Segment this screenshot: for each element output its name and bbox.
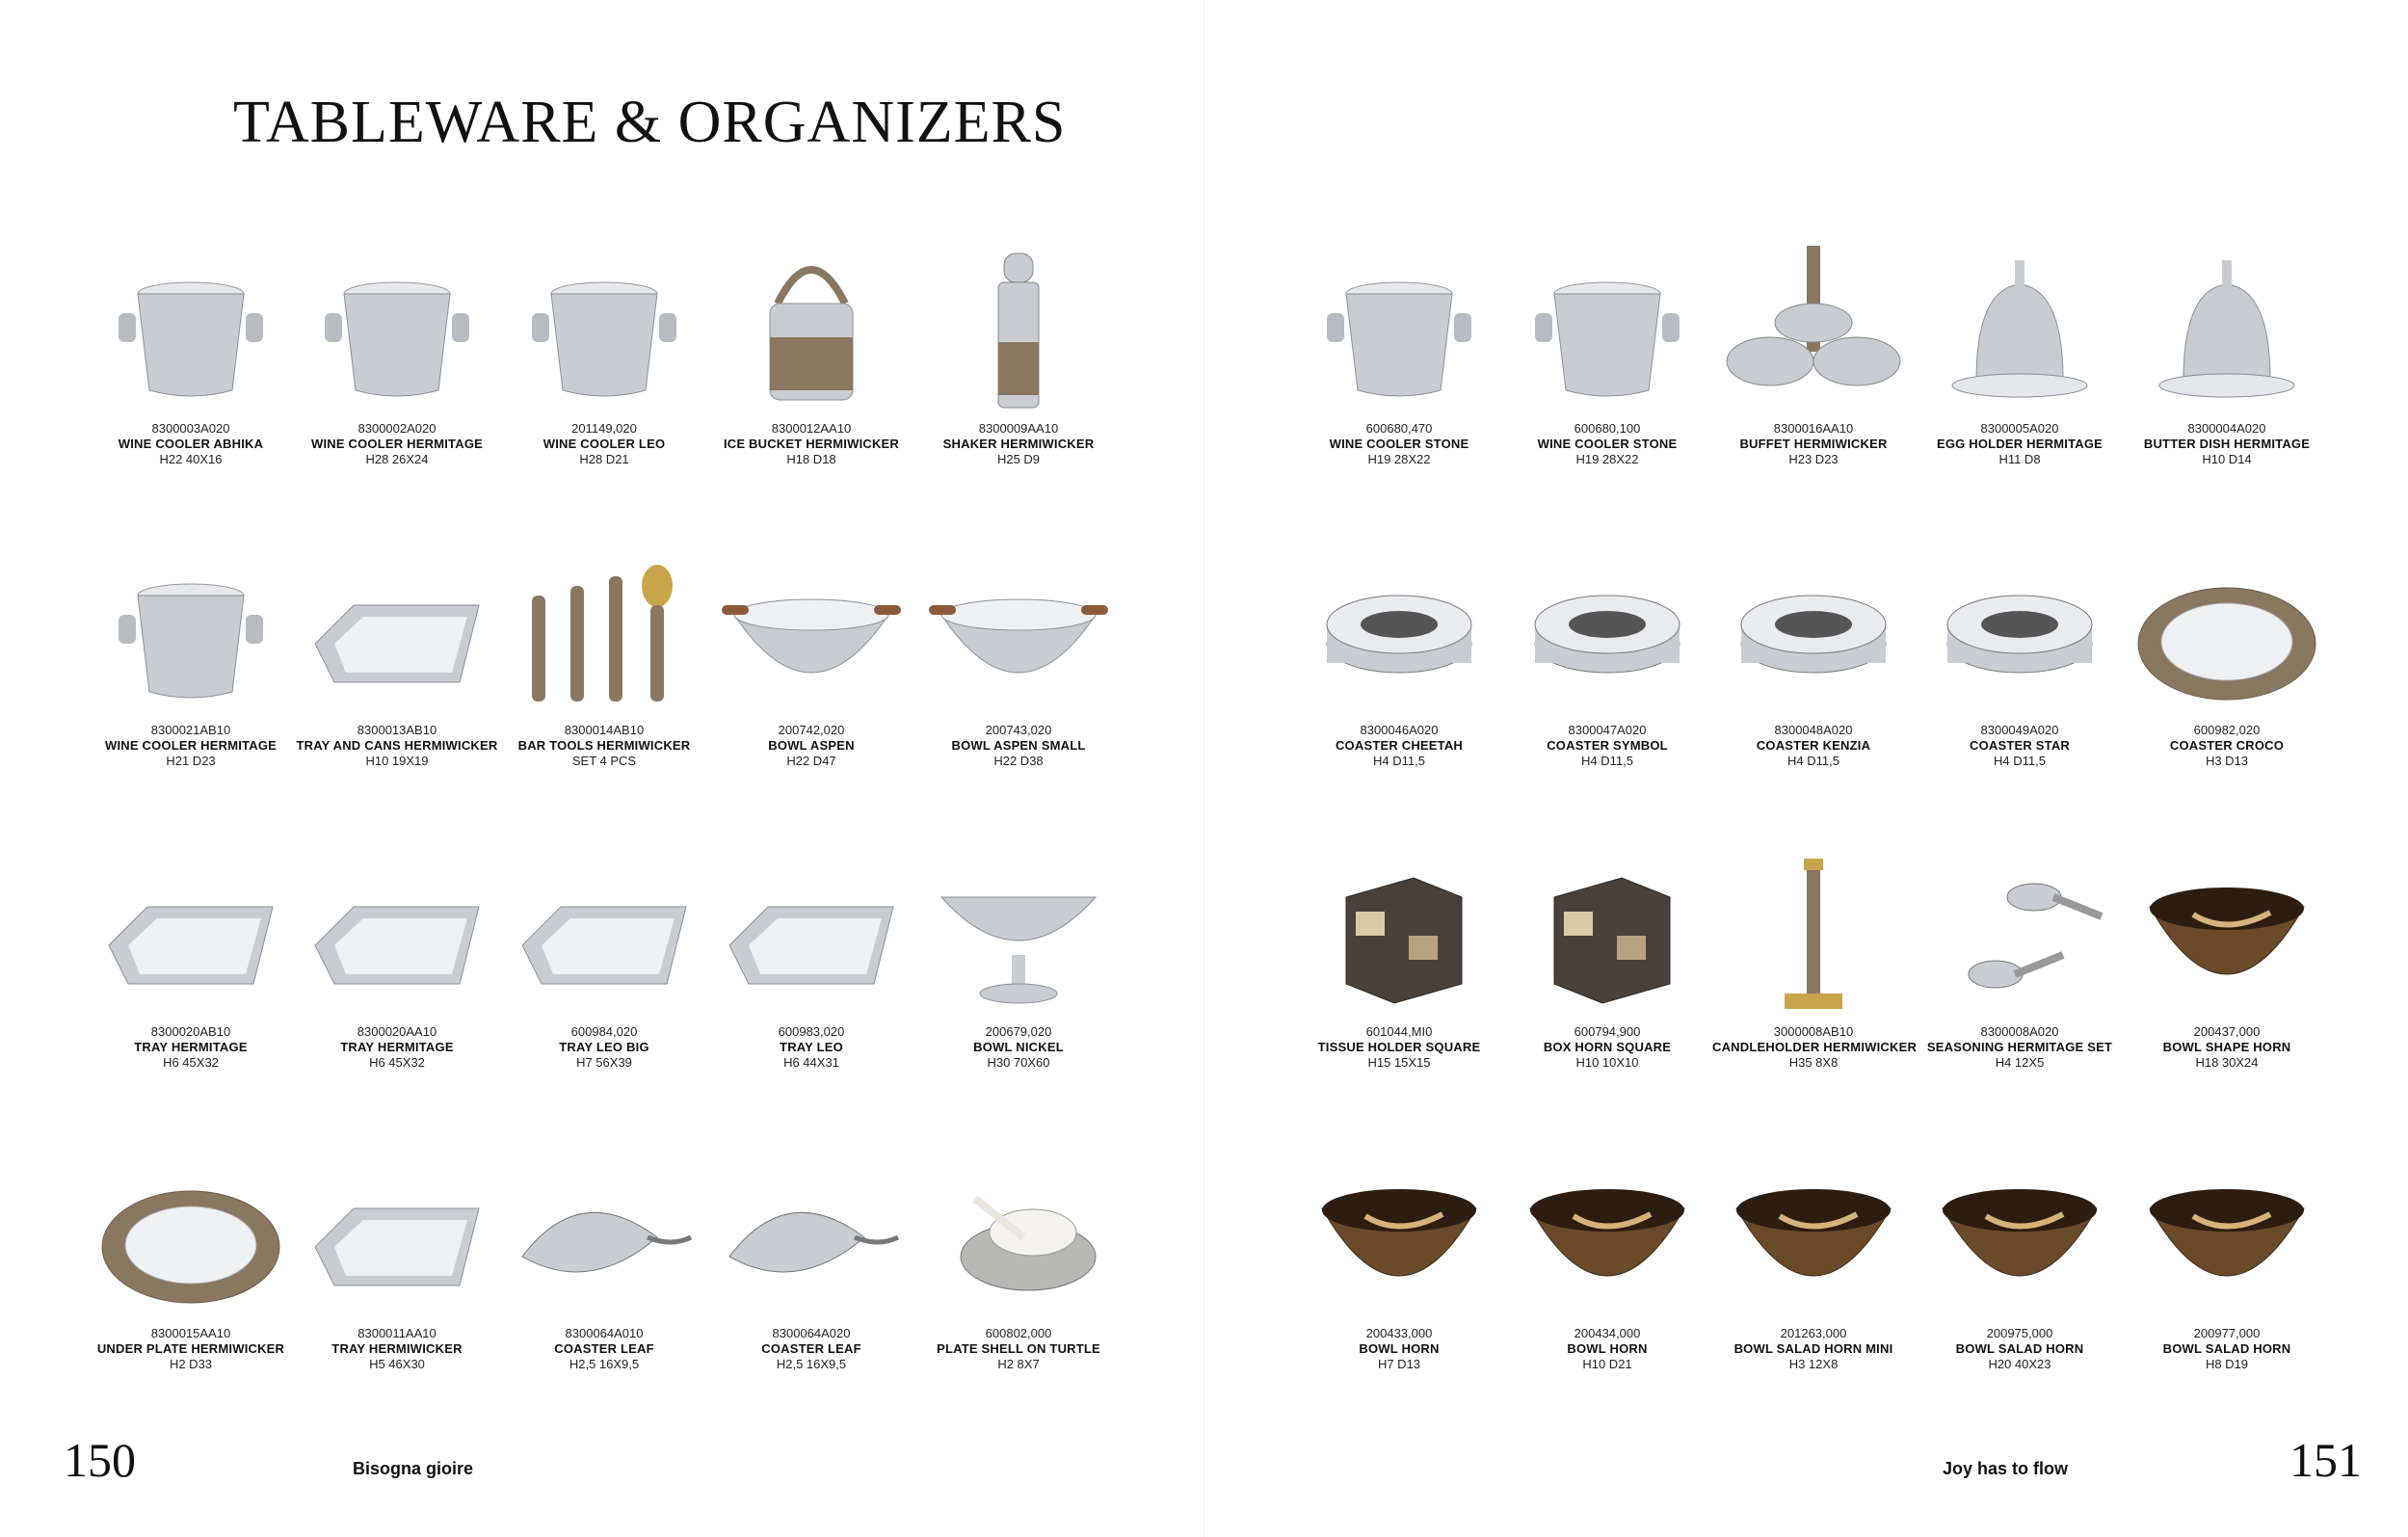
- product-item: [1712, 538, 1915, 769]
- product-dimensions: H3 12X8: [1788, 1357, 1839, 1371]
- wine-cooler-icon: [90, 236, 292, 419]
- product-item: [2126, 538, 2328, 769]
- product-code: 8300013AB10: [357, 723, 437, 737]
- product-name: BUTTER DISH HERMITAGE: [2143, 437, 2311, 451]
- horn-bowl-icon: [1712, 1141, 1915, 1324]
- product-item: [1506, 1141, 1708, 1372]
- box-icon: [1298, 839, 1500, 1022]
- footer-right: Joy has to flow: [1943, 1459, 2069, 1478]
- product-name: TRAY HERMIWICKER: [331, 1341, 463, 1356]
- product-item: [917, 236, 1120, 467]
- product-dimensions: H7 56X39: [576, 1055, 632, 1070]
- product-code: 8300020AA10: [357, 1024, 437, 1039]
- product-dimensions: H8 D19: [2205, 1357, 2249, 1371]
- product-item: [90, 1141, 292, 1372]
- product-dimensions: H35 8X8: [1788, 1055, 1839, 1070]
- tray-icon: [503, 839, 705, 1022]
- product-name: BOWL HORN: [1359, 1341, 1440, 1356]
- page-number-right: 151: [2289, 1433, 2362, 1487]
- leaf-icon: [503, 1141, 705, 1324]
- product-code: 8300009AA10: [978, 421, 1059, 436]
- product-name: BOWL SALAD HORN: [1955, 1341, 2084, 1356]
- product-dimensions: H5 46X30: [369, 1357, 425, 1371]
- product-name: PLATE SHELL ON TURTLE: [937, 1341, 1100, 1356]
- product-dimensions: H6 45X32: [163, 1055, 219, 1070]
- product-code: 200977,000: [2193, 1326, 2261, 1340]
- product-name: WINE COOLER STONE: [1329, 437, 1469, 451]
- product-code: 201263,000: [1780, 1326, 1847, 1340]
- product-code: 8300015AA10: [150, 1326, 231, 1340]
- product-item: [917, 839, 1120, 1071]
- product-name: BOWL HORN: [1567, 1341, 1648, 1356]
- product-name: WINE COOLER HERMITAGE: [310, 437, 483, 451]
- product-code: 600802,000: [985, 1326, 1052, 1340]
- product-item: [917, 1141, 1120, 1372]
- product-dimensions: H18 D18: [786, 452, 836, 466]
- product-code: 8300004A020: [2187, 421, 2266, 436]
- product-name: COASTER LEAF: [761, 1341, 861, 1356]
- product-dimensions: H21 D23: [166, 754, 216, 768]
- wine-cooler-icon: [90, 538, 292, 721]
- product-item: [1506, 538, 1708, 769]
- coaster-icon: [1918, 538, 2121, 721]
- product-item: [90, 839, 292, 1071]
- product-item: [2126, 839, 2328, 1071]
- product-dimensions: H6 45X32: [369, 1055, 425, 1070]
- product-dimensions: H4 12X5: [1995, 1055, 2045, 1070]
- product-name: BOWL SALAD HORN: [2162, 1341, 2291, 1356]
- footed-bowl-icon: [917, 839, 1120, 1022]
- product-dimensions: H10 D21: [1582, 1357, 1632, 1371]
- product-name: BAR TOOLS HERMIWICKER: [517, 738, 691, 753]
- product-dimensions: H22 40X16: [159, 452, 223, 466]
- wine-cooler-icon: [1506, 236, 1708, 419]
- product-code: 8300005A020: [1980, 421, 2059, 436]
- coaster-icon: [1506, 538, 1708, 721]
- product-code: 601044,MI0: [1365, 1024, 1433, 1039]
- product-dimensions: H10 D14: [2202, 452, 2252, 466]
- tray-icon: [90, 839, 292, 1022]
- product-code: 200975,000: [1986, 1326, 2053, 1340]
- horn-bowl-icon: [1506, 1141, 1708, 1324]
- product-code: 3000008AB10: [1773, 1024, 1854, 1039]
- product-code: 200434,000: [1574, 1326, 1641, 1340]
- buffet-icon: [1712, 236, 1915, 419]
- product-item: [710, 236, 913, 467]
- product-code: 201149,020: [571, 421, 637, 436]
- product-dimensions: H19 28X22: [1575, 452, 1639, 466]
- product-dimensions: H11 D8: [1998, 452, 2041, 466]
- product-dimensions: H23 D23: [1788, 452, 1839, 466]
- product-code: 600794,900: [1574, 1024, 1641, 1039]
- product-dimensions: H19 28X22: [1367, 452, 1431, 466]
- tray-icon: [296, 1141, 498, 1324]
- product-dimensions: H7 D13: [1377, 1357, 1421, 1371]
- plate-icon: [90, 1141, 292, 1324]
- product-item: [917, 538, 1120, 769]
- product-item: [90, 236, 292, 467]
- product-code: 8300064A010: [565, 1326, 644, 1340]
- tray-icon: [710, 839, 913, 1022]
- product-dimensions: H10 19X19: [365, 754, 429, 768]
- page-number-left: 150: [64, 1433, 136, 1487]
- product-dimensions: H20 40X23: [1988, 1357, 2051, 1371]
- product-item: [503, 1141, 705, 1372]
- product-item: [1298, 236, 1500, 467]
- shell-icon: [917, 1141, 1120, 1324]
- product-name: TRAY AND CANS HERMIWICKER: [296, 738, 498, 753]
- horn-bowl-icon: [2126, 1141, 2328, 1324]
- product-name: WINE COOLER ABHIKA: [118, 437, 264, 451]
- bowl-icon: [710, 538, 913, 721]
- footer-left: Bisogna gioire: [353, 1459, 474, 1478]
- wine-cooler-icon: [296, 236, 498, 419]
- spoon-icon: [1918, 839, 2121, 1022]
- product-dimensions: H28 26X24: [365, 452, 429, 466]
- product-dimensions: H25 D9: [996, 452, 1041, 466]
- bar-tools-icon: [503, 538, 705, 721]
- product-name: UNDER PLATE HERMIWICKER: [96, 1341, 285, 1356]
- product-name: COASTER CROCO: [2169, 738, 2285, 753]
- product-item: [296, 538, 498, 769]
- product-code: 8300049A020: [1980, 723, 2059, 737]
- product-name: BOWL ASPEN: [768, 738, 855, 753]
- product-dimensions: H22 D47: [786, 754, 836, 768]
- product-name: TISSUE HOLDER SQUARE: [1317, 1040, 1481, 1054]
- product-code: 600680,470: [1365, 421, 1433, 436]
- product-dimensions: H22 D38: [993, 754, 1044, 768]
- product-name: BOWL NICKEL: [973, 1040, 1064, 1054]
- product-item: [296, 1141, 498, 1372]
- horn-bowl-icon: [1298, 1141, 1500, 1324]
- plate-icon: [2126, 538, 2328, 721]
- product-item: [1506, 236, 1708, 467]
- product-code: 600680,100: [1574, 421, 1641, 436]
- tray-icon: [296, 538, 498, 721]
- product-item: [296, 236, 498, 467]
- product-code: 200437,000: [2193, 1024, 2261, 1039]
- product-name: SEASONING HERMITAGE SET: [1926, 1040, 2113, 1054]
- product-dimensions: H10 10X10: [1575, 1055, 1639, 1070]
- product-code: 8300002A020: [357, 421, 437, 436]
- product-name: TRAY LEO BIG: [559, 1040, 649, 1054]
- cloche-icon: [2126, 236, 2328, 419]
- product-name: CANDLEHOLDER HERMIWICKER: [1712, 1040, 1918, 1054]
- product-name: BOWL SALAD HORN MINI: [1733, 1341, 1893, 1356]
- product-code: 600982,020: [2193, 723, 2261, 737]
- product-code: 8300020AB10: [150, 1024, 231, 1039]
- product-item: [296, 839, 498, 1071]
- product-item: [90, 538, 292, 769]
- product-item: [1918, 236, 2121, 467]
- product-code: 8300047A020: [1568, 723, 1647, 737]
- product-dimensions: H28 D21: [579, 452, 629, 466]
- product-code: 200742,020: [778, 723, 845, 737]
- product-item: [710, 1141, 913, 1372]
- product-name: COASTER SYMBOL: [1547, 738, 1668, 753]
- product-item: [1712, 236, 1915, 467]
- product-code: 8300008A020: [1980, 1024, 2059, 1039]
- product-item: [1298, 839, 1500, 1071]
- product-code: 8300046A020: [1360, 723, 1439, 737]
- product-name: WINE COOLER LEO: [542, 437, 666, 451]
- product-dimensions: H30 70X60: [987, 1055, 1050, 1070]
- product-dimensions: H4 D11,5: [1373, 754, 1425, 768]
- product-name: COASTER LEAF: [554, 1341, 654, 1356]
- product-item: [1918, 839, 2121, 1071]
- product-code: 200743,020: [985, 723, 1052, 737]
- product-name: BOX HORN SQUARE: [1543, 1040, 1672, 1054]
- product-item: [710, 538, 913, 769]
- product-code: 8300012AA10: [771, 421, 852, 436]
- product-dimensions: H15 15X15: [1367, 1055, 1431, 1070]
- product-dimensions: SET 4 PCS: [571, 754, 637, 768]
- product-code: 8300016AA10: [1773, 421, 1854, 436]
- product-code: 8300003A020: [151, 421, 230, 436]
- product-name: BOWL ASPEN SMALL: [951, 738, 1086, 753]
- product-code: 8300021AB10: [150, 723, 231, 737]
- product-item: [1712, 839, 1918, 1071]
- product-dimensions: H6 44X31: [783, 1055, 839, 1070]
- product-dimensions: H3 D13: [2205, 754, 2249, 768]
- horn-bowl-icon: [2126, 839, 2328, 1022]
- product-code: 8300064A020: [772, 1326, 851, 1340]
- box-icon: [1506, 839, 1708, 1022]
- cloche-icon: [1918, 236, 2121, 419]
- horn-bowl-icon: [1918, 1141, 2121, 1324]
- product-code: 200679,020: [985, 1024, 1052, 1039]
- product-name: TRAY HERMITAGE: [134, 1040, 248, 1054]
- product-name: COASTER KENZIA: [1756, 738, 1871, 753]
- product-name: COASTER STAR: [1970, 738, 2070, 753]
- product-dimensions: H2 8X7: [997, 1357, 1040, 1371]
- shaker-icon: [917, 236, 1120, 419]
- product-dimensions: H4 D11,5: [1787, 754, 1839, 768]
- tray-icon: [296, 839, 498, 1022]
- product-item: [2126, 1141, 2328, 1372]
- leaf-icon: [710, 1141, 913, 1324]
- product-dimensions: H2 D33: [169, 1357, 213, 1371]
- wine-cooler-icon: [1298, 236, 1500, 419]
- product-item: [710, 839, 913, 1071]
- page-title: TABLEWARE & ORGANIZERS: [233, 90, 1067, 155]
- product-item: [1712, 1141, 1915, 1372]
- product-name: EGG HOLDER HERMITAGE: [1936, 437, 2104, 451]
- coaster-icon: [1298, 538, 1500, 721]
- candleholder-icon: [1712, 839, 1915, 1022]
- product-dimensions: H4 D11,5: [1994, 754, 2046, 768]
- product-name: SHAKER HERMIWICKER: [942, 437, 1095, 451]
- ice-bucket-icon: [710, 236, 913, 419]
- product-name: COASTER CHEETAH: [1335, 738, 1464, 753]
- product-item: [1298, 1141, 1500, 1372]
- product-name: ICE BUCKET HERMIWICKER: [723, 437, 900, 451]
- bowl-icon: [917, 538, 1120, 721]
- product-dimensions: H2,5 16X9,5: [776, 1357, 847, 1371]
- product-code: 600983,020: [778, 1024, 845, 1039]
- product-code: 600984,020: [570, 1024, 638, 1039]
- product-dimensions: H18 30X24: [2195, 1055, 2259, 1070]
- product-dimensions: H2,5 16X9,5: [569, 1357, 640, 1371]
- product-item: [503, 839, 705, 1071]
- product-code: 8300011AA10: [357, 1326, 437, 1340]
- product-item: [1298, 538, 1500, 769]
- product-item: [1918, 1141, 2121, 1372]
- product-name: WINE COOLER STONE: [1537, 437, 1678, 451]
- product-name: WINE COOLER HERMITAGE: [104, 738, 277, 753]
- product-name: TRAY LEO: [780, 1040, 843, 1054]
- coaster-icon: [1712, 538, 1915, 721]
- product-name: BOWL SHAPE HORN: [2162, 1040, 2291, 1054]
- product-code: 200433,000: [1365, 1326, 1433, 1340]
- product-dimensions: H4 D11,5: [1581, 754, 1633, 768]
- product-item: [503, 236, 705, 467]
- product-item: [2126, 236, 2328, 467]
- product-item: [1506, 839, 1708, 1071]
- product-code: 8300014AB10: [564, 723, 645, 737]
- product-name: TRAY HERMITAGE: [340, 1040, 454, 1054]
- product-item: [1918, 538, 2121, 769]
- product-code: 8300048A020: [1774, 723, 1853, 737]
- wine-cooler-icon: [503, 236, 705, 419]
- product-name: BUFFET HERMIWICKER: [1739, 437, 1888, 451]
- product-item: [503, 538, 705, 769]
